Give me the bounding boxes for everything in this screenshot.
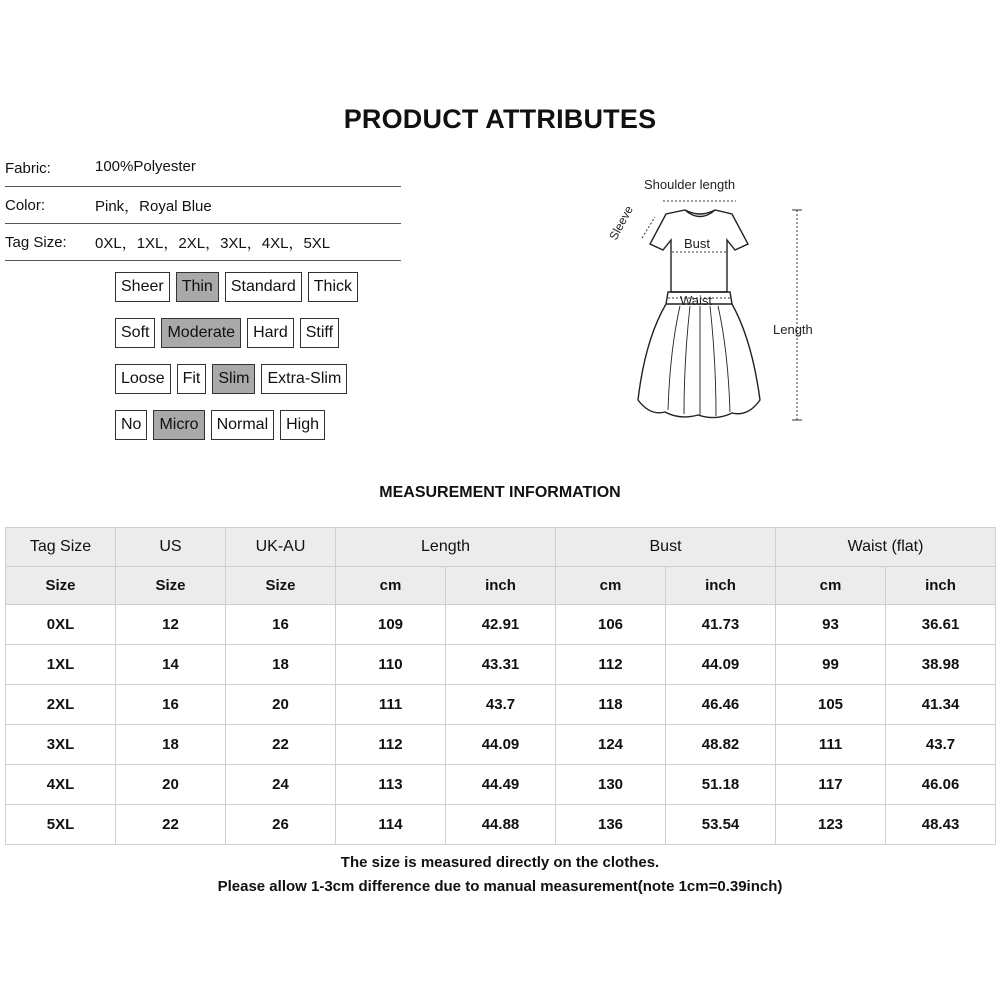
table-cell: 43.7 (886, 725, 996, 765)
table-cell: 53.54 (666, 805, 776, 845)
subheader-cell: Size (226, 567, 336, 605)
attr-value: 0XL，1XL，2XL，3XL，4XL，5XL (95, 235, 331, 252)
subheader-cell: inch (666, 567, 776, 605)
length-label: Length (773, 322, 813, 337)
table-cell: 4XL (6, 765, 116, 805)
option-chips (115, 410, 325, 440)
table-cell: 41.34 (886, 685, 996, 725)
table-cell: 2XL (6, 685, 116, 725)
chip-no: No (115, 410, 147, 440)
table-cell: 44.09 (666, 645, 776, 685)
attr-row-tag-size (5, 224, 401, 261)
table-cell: 99 (776, 645, 886, 685)
table-cell: 124 (556, 725, 666, 765)
table-cell: 44.49 (446, 765, 556, 805)
header-uk-au: UK-AU (226, 528, 336, 567)
table-cell: 106 (556, 605, 666, 645)
chip-standard: Standard (225, 272, 302, 302)
chip-extra-slim: Extra-Slim (261, 364, 347, 394)
subheader-cell: cm (556, 567, 666, 605)
page-title: PRODUCT ATTRIBUTES (343, 104, 657, 134)
subheader-cell: cm (336, 567, 446, 605)
table-cell: 42.91 (446, 605, 556, 645)
chip-thick: Thick (308, 272, 358, 302)
sleeve-label: Sleeve (606, 203, 636, 243)
chip-stiff: Stiff (300, 318, 339, 348)
table-cell: 41.73 (666, 605, 776, 645)
subheader-cell: Size (116, 567, 226, 605)
table-cell: 105 (776, 685, 886, 725)
table-cell: 18 (226, 645, 336, 685)
table-cell: 117 (776, 765, 886, 805)
chip-hard: Hard (247, 318, 294, 348)
table-cell: 123 (776, 805, 886, 845)
table-cell: 93 (776, 605, 886, 645)
table-cell: 118 (556, 685, 666, 725)
table-cell: 111 (336, 685, 446, 725)
table-cell: 18 (116, 725, 226, 765)
waist-label: Waist (680, 293, 713, 308)
attr-value: Pink，Royal Blue (95, 198, 212, 215)
attr-label: Fabric: (5, 160, 51, 177)
subheader-cell: inch (446, 567, 556, 605)
table-cell: 46.46 (666, 685, 776, 725)
chip-soft: Soft (115, 318, 155, 348)
table-row (6, 765, 996, 805)
table-cell: 46.06 (886, 765, 996, 805)
chip-loose: Loose (115, 364, 171, 394)
chip-moderate: Moderate (161, 318, 241, 348)
table-cell: 12 (116, 605, 226, 645)
table-cell: 22 (116, 805, 226, 845)
table-row (6, 805, 996, 845)
option-chips (115, 318, 339, 348)
table-cell: 136 (556, 805, 666, 845)
table-cell: 43.7 (446, 685, 556, 725)
attr-label: Color: (5, 197, 46, 214)
subheader-cell: cm (776, 567, 886, 605)
dress-skirt-outline (638, 304, 760, 418)
table-cell: 36.61 (886, 605, 996, 645)
table-cell: 5XL (6, 805, 116, 845)
attr-row-color (5, 187, 401, 224)
measurement-table (5, 527, 996, 845)
table-cell: 51.18 (666, 765, 776, 805)
chip-thin: Thin (176, 272, 219, 302)
dress-skirt-folds (668, 306, 730, 416)
table-cell: 114 (336, 805, 446, 845)
header-us: US (116, 528, 226, 567)
subheader-cell: inch (886, 567, 996, 605)
table-cell: 3XL (6, 725, 116, 765)
table-cell: 0XL (6, 605, 116, 645)
table-cell: 48.82 (666, 725, 776, 765)
header-bust: Bust (556, 528, 776, 567)
note-allowance: Please allow 1-3cm difference due to manual measurement(note 1cm=0.39inch) (217, 878, 783, 895)
table-cell: 24 (226, 765, 336, 805)
header-tag-size: Tag Size (6, 528, 116, 567)
table-cell: 109 (336, 605, 446, 645)
dress-bodice-outline (650, 210, 748, 292)
note-measured: The size is measured directly on the clothes. (340, 854, 660, 871)
chip-high: High (280, 410, 325, 440)
table-cell: 113 (336, 765, 446, 805)
chip-micro: Micro (153, 410, 204, 440)
table-cell: 44.88 (446, 805, 556, 845)
option-chips (115, 272, 358, 302)
header-waist: Waist (flat) (776, 528, 996, 567)
table-cell: 44.09 (446, 725, 556, 765)
table-row (6, 605, 996, 645)
table-cell: 112 (556, 645, 666, 685)
bust-label: Bust (684, 236, 711, 251)
table-cell: 43.31 (446, 645, 556, 685)
sleeve-guide-line (642, 217, 655, 238)
attr-label: Tag Size: (5, 234, 67, 251)
option-chips (115, 364, 347, 394)
attr-value: 100%Polyester (95, 158, 196, 175)
chip-fit: Fit (177, 364, 207, 394)
header-length: Length (336, 528, 556, 567)
table-header-row (6, 528, 996, 567)
dress-diagram (600, 170, 840, 440)
table-cell: 14 (116, 645, 226, 685)
table-row (6, 645, 996, 685)
attr-row-fabric (5, 150, 401, 187)
table-cell: 26 (226, 805, 336, 845)
table-cell: 16 (116, 685, 226, 725)
subheader-cell: Size (6, 567, 116, 605)
table-cell: 16 (226, 605, 336, 645)
table-row (6, 725, 996, 765)
chip-slim: Slim (212, 364, 255, 394)
table-subheader-row (6, 567, 996, 605)
table-cell: 111 (776, 725, 886, 765)
chip-sheer: Sheer (115, 272, 170, 302)
table-cell: 110 (336, 645, 446, 685)
table-cell: 22 (226, 725, 336, 765)
table-cell: 48.43 (886, 805, 996, 845)
table-cell: 112 (336, 725, 446, 765)
table-cell: 20 (116, 765, 226, 805)
measurement-title: MEASUREMENT INFORMATION (379, 484, 621, 501)
chip-normal: Normal (211, 410, 275, 440)
table-cell: 38.98 (886, 645, 996, 685)
table-cell: 130 (556, 765, 666, 805)
shoulder-length-label: Shoulder length (644, 177, 736, 192)
table-cell: 20 (226, 685, 336, 725)
table-row (6, 685, 996, 725)
table-cell: 1XL (6, 645, 116, 685)
